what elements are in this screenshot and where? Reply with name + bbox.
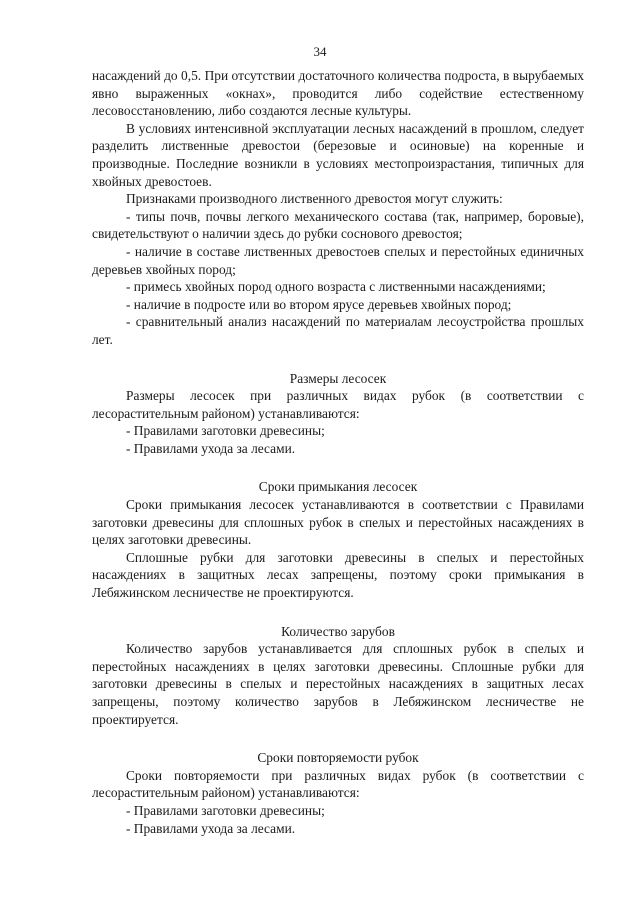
paragraph: В условиях интенсивной эксплуатации лесных насаждений в прошлом, следует разделить лиственные древостои (березовые и осиновые) на коренные и производные. Последние возникли в условиях местопроизрастания, типичных для хвойных древостоев.	[92, 120, 584, 189]
section-heading: Размеры лесосек	[289, 370, 387, 386]
paragraph: Количество зарубов устанавливается для сплошных рубок в спелых и перестойных насаждениях в целях заготовки древесины. Сплошные рубки для заготовки древесины в спелых и перестойных насаждениях в защитных лесах запрещены, поэтому количество зарубов в Лебяжинском лесничестве не проектируется.	[92, 641, 584, 727]
list-item: - наличие в подросте или во втором ярусе деревьев хвойных пород;	[126, 296, 512, 312]
paragraph: Размеры лесосек при различных видах рубок (в соответствии с лесорастительным районом) устанавливаются:	[92, 388, 584, 421]
paragraph: насаждений до 0,5. При отсутствии достаточного количества подроста, в вырубаемых явно выраженных «окнах», проводится либо содействие естественному лесовосстановлению, либо создаются лесные культуры.	[92, 68, 584, 119]
list-item: - Правилами ухода за лесами.	[126, 820, 296, 836]
list-item: - примесь хвойных пород одного возраста с лиственными насаждениями;	[126, 279, 546, 295]
section-heading: Сроки повторяемости рубок	[257, 750, 419, 766]
paragraph: Сроки примыкания лесосек устанавливаются в соответствии с Правилами заготовки древесины для сплошных рубок в спелых и перестойных насаждениях в целях заготовки древесины.	[92, 497, 584, 548]
section-heading: Количество зарубов	[281, 623, 395, 639]
list-item: - Правилами ухода за лесами.	[126, 440, 296, 456]
paragraph: Признаками производного лиственного древостоя могут служить:	[126, 191, 503, 207]
list-item: - наличие в составе лиственных древостоев спелых и перестойных единичных деревьев хвойных пород;	[92, 243, 584, 277]
paragraph: Сплошные рубки для заготовки древесины в спелых и перестойных насаждениях в защитных лесах запрещены, поэтому сроки примыкания в Лебяжинском лесничестве не проектируются.	[92, 549, 584, 601]
section-heading: Сроки примыкания лесосек	[258, 479, 418, 495]
list-item: - Правилами заготовки древесины;	[126, 802, 325, 818]
page-content	[92, 67, 584, 837]
list-item: - сравнительный анализ насаждений по материалам лесоустройства прошлых лет.	[92, 314, 584, 347]
list-item: - Правилами заготовки древесины;	[126, 423, 325, 439]
list-item: - типы почв, почвы легкого механического состава (так, например, боровые), свидетельствуют о наличии здесь до рубки соснового древостоя;	[92, 208, 584, 242]
page-number: 34	[313, 44, 327, 59]
paragraph: Сроки повторяемости при различных видах рубок (в соответствии с лесорастительным районом) устанавливаются:	[92, 767, 584, 801]
